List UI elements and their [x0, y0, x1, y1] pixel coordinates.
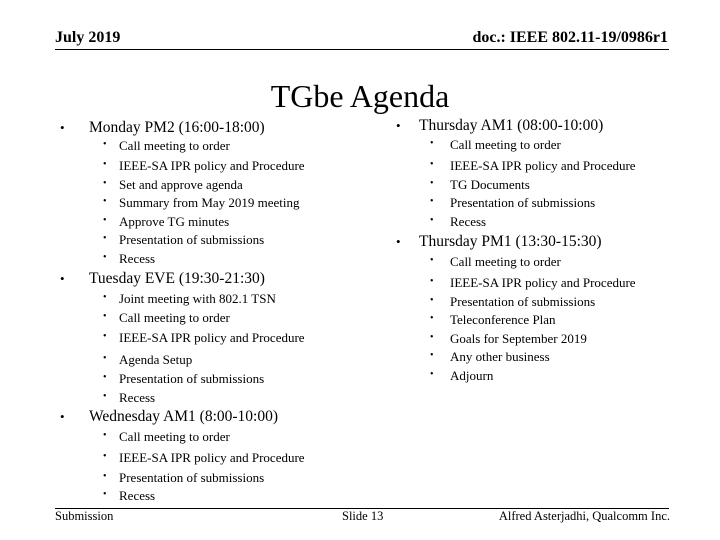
item-bullet-icon: •	[103, 430, 107, 441]
footer-author: Alfred Asterjadhi, Qualcomm Inc.	[498, 509, 670, 523]
session-heading: Monday PM2 (16:00-18:00)	[89, 118, 265, 136]
agenda-item: Presentation of submissions	[119, 231, 265, 247]
session-heading: Wednesday AM1 (8:00-10:00)	[89, 407, 279, 425]
item-bullet-icon: •	[430, 313, 434, 324]
session-heading: Tuesday EVE (19:30-21:30)	[89, 269, 265, 287]
item-bullet-icon: •	[430, 295, 434, 306]
item-bullet-icon: •	[103, 215, 107, 226]
agenda-item: Recess	[119, 487, 156, 503]
agenda-item: Recess	[119, 389, 156, 405]
agenda-item: Set and approve agenda	[119, 176, 243, 192]
item-bullet-icon: •	[103, 471, 107, 482]
agenda-item: IEEE-SA IPR policy and Procedure	[119, 449, 305, 465]
item-bullet-icon: •	[103, 311, 107, 322]
item-bullet-icon: •	[430, 332, 434, 343]
agenda-item: Presentation of submissions	[450, 194, 596, 210]
item-bullet-icon: •	[103, 292, 107, 303]
agenda-item: Recess	[119, 250, 156, 266]
item-bullet-icon: •	[103, 233, 107, 244]
agenda-item: IEEE-SA IPR policy and Procedure	[450, 157, 636, 173]
section-bullet-icon: •	[60, 119, 65, 135]
item-bullet-icon: •	[103, 489, 107, 500]
agenda-item: Goals for September 2019	[450, 330, 587, 346]
footer-slide-number: Slide 13	[342, 509, 384, 523]
agenda-item: Summary from May 2019 meeting	[119, 194, 300, 210]
section-bullet-icon: •	[396, 233, 401, 249]
slide-title: TGbe Agenda	[270, 78, 450, 114]
session-heading: Thursday PM1 (13:30-15:30)	[419, 232, 602, 250]
agenda-item: Call meeting to order	[119, 309, 230, 325]
agenda-item: TG Documents	[450, 176, 530, 192]
item-bullet-icon: •	[103, 353, 107, 364]
agenda-item: Call meeting to order	[450, 253, 561, 269]
item-bullet-icon: •	[430, 350, 434, 361]
section-bullet-icon: •	[396, 117, 401, 133]
header-rule	[55, 49, 669, 50]
agenda-item: Adjourn	[450, 367, 494, 383]
section-bullet-icon: •	[60, 408, 65, 424]
item-bullet-icon: •	[103, 139, 107, 150]
agenda-item: Call meeting to order	[119, 137, 230, 153]
item-bullet-icon: •	[430, 178, 434, 189]
item-bullet-icon: •	[103, 178, 107, 189]
item-bullet-icon: •	[430, 215, 434, 226]
item-bullet-icon: •	[103, 331, 107, 342]
item-bullet-icon: •	[430, 255, 434, 266]
agenda-item: IEEE-SA IPR policy and Procedure	[119, 157, 305, 173]
header-doc-id: doc.: IEEE 802.11-19/0986r1	[472, 29, 668, 46]
agenda-item: Any other business	[450, 348, 550, 364]
item-bullet-icon: •	[430, 159, 434, 170]
item-bullet-icon: •	[103, 196, 107, 207]
agenda-item: Presentation of submissions	[450, 293, 596, 309]
item-bullet-icon: •	[103, 451, 107, 462]
footer-submission: Submission	[55, 509, 114, 523]
section-bullet-icon: •	[60, 270, 65, 286]
item-bullet-icon: •	[430, 138, 434, 149]
agenda-item: Call meeting to order	[119, 428, 230, 444]
header-date: July 2019	[55, 29, 121, 46]
agenda-item: Presentation of submissions	[119, 370, 265, 386]
agenda-item: Presentation of submissions	[119, 469, 265, 485]
item-bullet-icon: •	[103, 252, 107, 263]
agenda-item: IEEE-SA IPR policy and Procedure	[119, 329, 305, 345]
agenda-item: IEEE-SA IPR policy and Procedure	[450, 274, 636, 290]
session-heading: Thursday AM1 (08:00-10:00)	[419, 116, 604, 134]
item-bullet-icon: •	[103, 159, 107, 170]
item-bullet-icon: •	[430, 276, 434, 287]
agenda-item: Call meeting to order	[450, 136, 561, 152]
item-bullet-icon: •	[430, 196, 434, 207]
item-bullet-icon: •	[103, 391, 107, 402]
agenda-item: Recess	[450, 213, 487, 229]
agenda-item: Approve TG minutes	[119, 213, 230, 229]
agenda-item: Joint meeting with 802.1 TSN	[119, 290, 276, 306]
agenda-item: Agenda Setup	[119, 351, 193, 367]
item-bullet-icon: •	[430, 369, 434, 380]
agenda-item: Teleconference Plan	[450, 311, 556, 327]
item-bullet-icon: •	[103, 372, 107, 383]
